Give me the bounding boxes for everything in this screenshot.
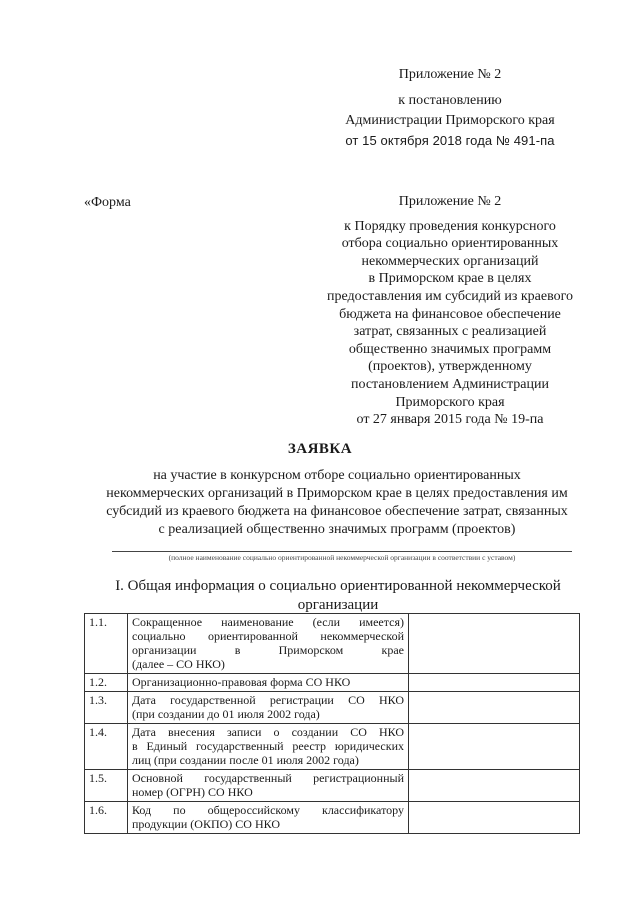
appendix-line: (проектов), утвержденному [368, 359, 532, 375]
row-label [128, 674, 409, 692]
appendix-line: к Порядку проведения конкурсного [344, 218, 556, 234]
appendix-line: общественно значимых программ [348, 341, 552, 357]
row-label [128, 614, 409, 674]
row-number: 1.2. [85, 674, 128, 692]
row-number: 1.5. [85, 770, 128, 802]
row-number: 1.4. [85, 724, 128, 770]
row-value-field[interactable] [409, 614, 580, 674]
section-1-title-line1: I. Общая информация о социально ориентированной некоммерческой [115, 578, 561, 594]
section-1-heading [88, 577, 588, 615]
row-value-field[interactable] [409, 692, 580, 724]
row-value-field[interactable] [409, 770, 580, 802]
row-label-line: (при создании до 01 июля 2002 года) [132, 707, 320, 721]
row-label-line: Дата внесения записи о создании СО НКО [132, 725, 404, 739]
appendix-title: Приложение № 2 [398, 194, 502, 209]
row-value-field[interactable] [409, 674, 580, 692]
appendix-line: отбора социально ориентированных [341, 236, 559, 252]
row-label [128, 802, 409, 834]
appendix-line: некоммерческих организаций [361, 253, 539, 269]
row-label-line: организации в Приморском крае [132, 643, 404, 657]
table-row [85, 802, 580, 834]
row-label-line: Организационно-правовая форма СО НКО [132, 675, 351, 689]
row-label [128, 770, 409, 802]
row-label-line: лиц (при создании после 01 июля 2002 года) [132, 753, 359, 767]
section-1-title-line2: организации [297, 597, 379, 613]
row-label-line: Сокращенное наименование (если имеется) [132, 615, 404, 629]
row-label-line: продукции (ОКПО) СО НКО [132, 817, 280, 831]
application-title: ЗАЯВКА [287, 441, 353, 457]
appendix-line: бюджета на финансовое обеспечение [339, 306, 561, 322]
row-label [128, 692, 409, 724]
appendix-line: Приморского края [395, 394, 505, 410]
decree-administration: Администрации Приморского края [345, 113, 555, 128]
organization-name-caption: (полное наименование социально ориентированной некоммерческой организации в соответствии с уставом) [168, 553, 516, 562]
appendix-line: постановлением Администрации [351, 376, 549, 392]
decree-to-resolution: к постановлению [398, 93, 502, 108]
application-subtitle-line: некоммерческих организаций в Приморском крае в целях предоставления им [106, 486, 568, 501]
appendix-lines [318, 218, 582, 429]
table-row [85, 692, 580, 724]
row-value-field[interactable] [409, 802, 580, 834]
application-subtitle-line: с реализацией общественно значимых программ (проектов) [158, 522, 516, 537]
row-label-line: номер (ОГРН) СО НКО [132, 785, 253, 799]
row-number: 1.3. [85, 692, 128, 724]
decree-date-number: от 15 октября 2018 года № 491-па [345, 133, 555, 148]
row-label-line: Дата государственной регистрации СО НКО [132, 693, 404, 707]
general-info-table [84, 613, 580, 834]
appendix-line: предоставления им субсидий из краевого [326, 288, 574, 304]
table-row [85, 724, 580, 770]
application-subtitle [92, 467, 582, 539]
table-row [85, 614, 580, 674]
appendix-line: в Приморском крае в целях [368, 271, 532, 287]
row-label-line: социально ориентированной некоммерческой [132, 629, 404, 643]
organization-name-line [112, 551, 572, 552]
row-label-line: Основной государственный регистрационный [132, 771, 404, 785]
row-label [128, 724, 409, 770]
appendix-block [318, 193, 582, 429]
form-label: «Форма [84, 195, 131, 210]
row-label-line: (далее – СО НКО) [132, 657, 225, 671]
row-label-line: в Единый государственный реестр юридических [132, 739, 404, 753]
row-number: 1.6. [85, 802, 128, 834]
row-label-line: Код по общероссийскому классификатору [132, 803, 404, 817]
table-row [85, 674, 580, 692]
appendix-line: затрат, связанных с реализацией [353, 324, 547, 340]
decree-appendix-label: Приложение № 2 [398, 67, 502, 82]
application-subtitle-line: субсидий из краевого бюджета на финансовое обеспечение затрат, связанных [106, 504, 568, 519]
row-value-field[interactable] [409, 724, 580, 770]
appendix-line: от 27 января 2015 года № 19-па [356, 412, 544, 428]
table-row [85, 770, 580, 802]
decree-header [330, 65, 570, 151]
application-subtitle-line: на участие в конкурсном отборе социально ориентированных [153, 468, 521, 483]
row-number: 1.1. [85, 614, 128, 674]
